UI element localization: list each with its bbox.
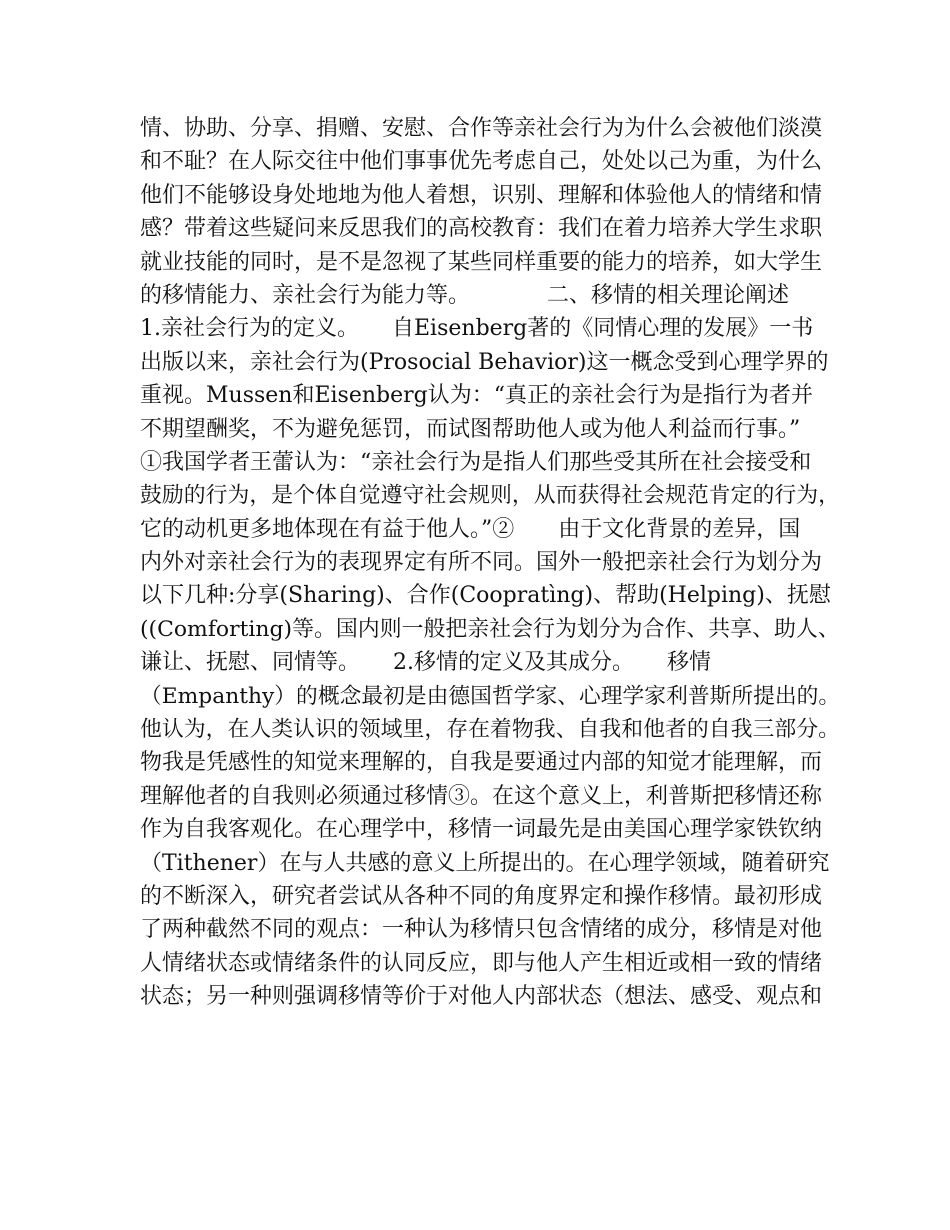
text-line: 的移情能力、亲社会行为能力等。 二、移情的相关理论阐述 — [140, 282, 790, 308]
text-line: 谦让、抚慰、同情等。 2.移情的定义及其成分。 移情 — [140, 650, 711, 676]
text-line: 内外对亲社会行为的表现界定有所不同。国外一般把亲社会行为划分为 — [140, 550, 823, 576]
text-line: 理解他者的自我则必须通过移情③。在这个意义上，利普斯把移情还称 — [140, 783, 823, 809]
text-line: （Tithener）在与人共感的意义上所提出的。在心理学领域，随着研究 — [140, 850, 830, 876]
text-line: （Empanthy）的概念最初是由德国哲学家、心理学家利普斯所提出的。 — [140, 683, 841, 709]
text-line: 感？带着这些疑问来反思我们的高校教育：我们在着力培养大学生求职 — [140, 216, 823, 242]
text-line: 不期望酬奖，不为避免惩罚，而试图帮助他人或为他人利益而行事。” — [140, 416, 801, 442]
text-line: 以下几种:分享(Sharing)、合作(Coopratìng)、帮助(Helping)、抚慰 — [140, 583, 831, 609]
text-line: ①我国学者王蕾认为：“亲社会行为是指人们那些受其所在社会接受和 — [140, 449, 812, 475]
text-line: 了两种截然不同的观点：一种认为移情只包含情绪的成分，移情是对他 — [140, 917, 823, 943]
body-text — [140, 112, 840, 1014]
text-line: 状态；另一种则强调移情等价于对他人内部状态（想法、感受、观点和 — [140, 984, 823, 1010]
text-line: 和不耻？在人际交往中他们事事优先考虑自己，处处以己为重，为什么 — [140, 149, 823, 175]
text-line: 他认为，在人类认识的领域里，存在着物我、自我和他者的自我三部分。 — [140, 717, 840, 743]
text-line: 人情绪状态或情绪条件的认同反应，即与他人产生相近或相一致的情绪 — [140, 950, 823, 976]
text-line: 物我是凭感性的知觉来理解的，自我是要通过内部的知觉才能理解，而 — [140, 750, 823, 776]
text-line: 他们不能够设身处地地为他人着想，识别、理解和体验他人的情绪和情 — [140, 182, 823, 208]
text-line: 的不断深入，研究者尝试从各种不同的角度界定和操作移情。最初形成 — [140, 883, 823, 909]
text-line: 重视。Mussen和Eisenberg认为：“真正的亲社会行为是指行为者并 — [140, 383, 813, 409]
text-line: 1.亲社会行为的定义。 自Eisenberg著的《同情心理的发展》一书 — [140, 316, 814, 342]
text-line: 出版以来，亲社会行为(Prosocial Behavior)这一概念受到心理学界的 — [140, 349, 829, 375]
text-line: ((Comforting)等。国内则一般把亲社会行为划分为合作、共享、助人、 — [140, 616, 840, 642]
text-line: 鼓励的行为，是个体自觉遵守社会规则，从而获得社会规范肯定的行为， — [140, 483, 840, 509]
text-line: 就业技能的同时，是不是忽视了某些同样重要的能力的培养，如大学生 — [140, 249, 823, 275]
text-line: 情、协助、分享、捐赠、安慰、合作等亲社会行为为什么会被他们淡漠 — [140, 116, 823, 141]
text-line: 它的动机更多地体现在有益于他人。”② 由于文化背景的差异，国 — [140, 516, 801, 542]
text-line: 作为自我客观化。在心理学中，移情一词最先是由美国心理学家铁钦纳 — [140, 817, 823, 843]
